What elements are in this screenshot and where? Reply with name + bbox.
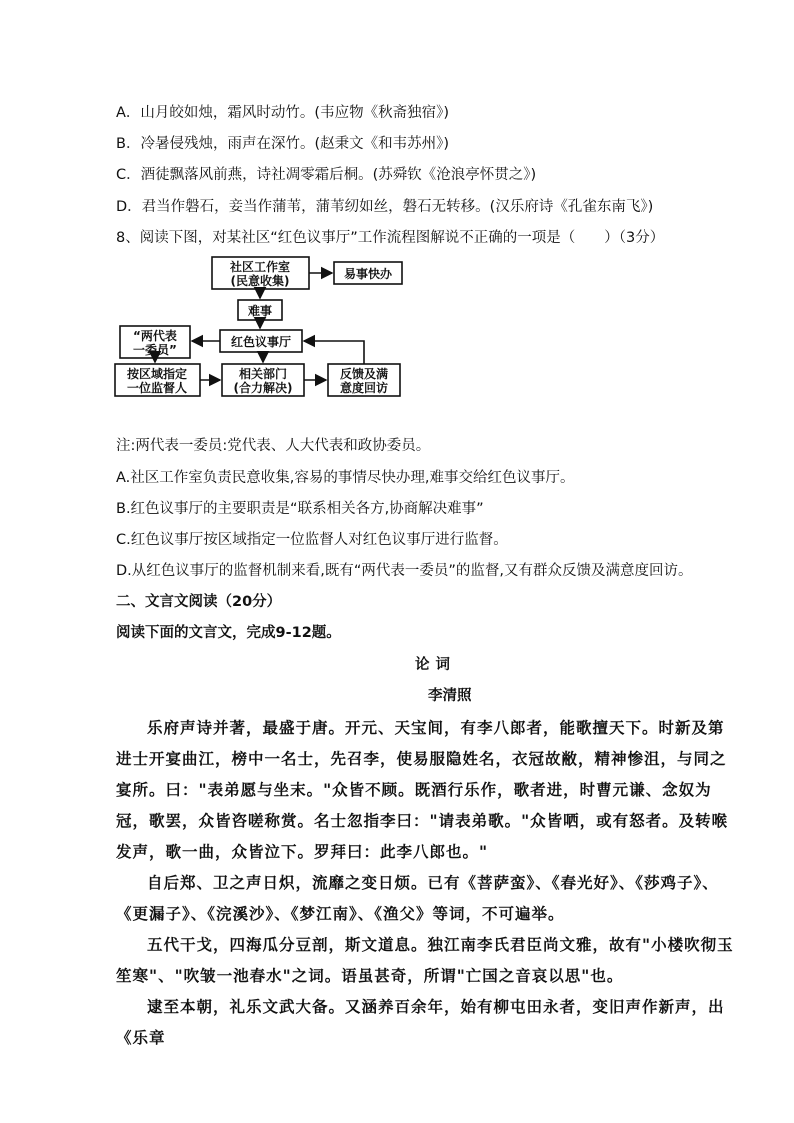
choice-8c: C.红色议事厅按区域指定一位监督人对红色议事厅进行监督。 [116,532,508,548]
svg-text:易事快办: 易事快办 [343,267,393,281]
flow-box-easy-matters [334,262,402,284]
choice-8b: B.红色议事厅的主要职责是“联系相关各方,协商解决难事” [116,501,484,517]
svg-text:难事: 难事 [247,304,273,318]
essay-paragraph: 逮至本朝，礼乐文武大备。又涵养百余年，始有柳屯田永者，变旧声作新声，出《乐章 [116,997,725,1047]
svg-text:(民意收集): (民意收集) [230,274,290,288]
section-heading: 二、文言文阅读（20分） [116,594,282,610]
note-line: 注:两代表一委员:党代表、人大代表和政协委员。 [116,438,431,454]
svg-text:意度回访: 意度回访 [339,381,389,395]
flow-box-district-supervisor [115,364,200,396]
essay-paragraph: 乐府声诗并著，最盛于唐。开元、天宝间，有李八郎者，能歌擅天下。时新及第进士开宴曲江，榜中一名士，先召李，使易服隐姓名，衣冠故敝，精神惨沮，与同之宴所。曰："表弟愿与坐末。"众皆不顾。既酒行乐作，歌者进，时曹元谦、念奴为冠，歌罢，众皆咨嗟称赏。名士忽指李曰："请表弟歌。"众皆哂，或有怒者。及转喉发声，歌一曲，众皆泣下。罗拜曰：此李八郎也。" [116,718,729,861]
question-8: 8、阅读下图，对某社区“红色议事厅”工作流程图解说不正确的一项是（ ）（3分） [116,230,665,246]
flow-box-red-council-hall [220,330,302,352]
option-b: B．冷暑侵残烛，雨声在深竹。(赵秉文《和韦苏州》) [116,136,450,152]
choice-8d: D.从红色议事厅的监督机制来看,既有“两代表一委员”的监督,又有群众反馈及满意度回访。 [116,563,693,579]
svg-text:相关部门: 相关部门 [238,367,288,381]
svg-text:一委员”: 一委员” [133,343,177,357]
choice-8a: A.社区工作室负责民意收集,容易的事情尽快办理,难事交给红色议事厅。 [116,470,575,486]
essay-author: 李清照 [428,687,472,704]
flowchart-diagram [112,254,422,398]
svg-text:一位监督人: 一位监督人 [126,381,188,395]
option-d: D．君当作磐石，妾当作蒲苇，蒲苇纫如丝，磐石无转移。(汉乐府诗《孔雀东南飞》) [116,199,654,215]
reading-instruction: 阅读下面的文言文，完成9-12题。 [116,625,341,641]
svg-text:社区工作室: 社区工作室 [229,260,291,274]
option-a: A．山月皎如烛，霜风时动竹。(韦应物《秋斋独宿》) [116,105,449,121]
essay-paragraph: 自后郑、卫之声日炽，流靡之变日烦。已有《菩萨蛮》、《春光好》、《莎鸡子》、《更漏子》、《浣溪沙》、《梦江南》、《渔父》等词，不可遍举。 [116,873,719,923]
svg-text:“两代表: “两代表 [133,329,177,343]
svg-text:反馈及满: 反馈及满 [339,367,389,381]
option-c: C．酒徒飘落风前燕，诗社凋零霜后桐。(苏舜钦《沧浪亭怀贯之》) [116,167,537,183]
flow-box-hard-matters [238,300,282,320]
flow-box-community-office [212,257,309,289]
arrow-feedback-to-hall [304,341,364,364]
flow-box-two-reps-one-member [120,326,190,358]
svg-text:(合力解决): (合力解决) [233,381,293,395]
svg-text:红色议事厅: 红色议事厅 [230,335,292,349]
essay-title: 论词 [415,656,456,673]
essay-paragraph: 五代干戈，四海瓜分豆剖，斯文道息。独江南李氏君臣尚文雅，故有"小楼吹彻玉笙寒"、"吹皱一池春水"之词。语虽甚奇，所谓"亡国之音哀以思"也。 [116,935,734,985]
flow-box-related-departments [222,364,304,396]
svg-text:按区域指定: 按区域指定 [126,367,188,381]
flow-box-feedback [328,364,400,396]
